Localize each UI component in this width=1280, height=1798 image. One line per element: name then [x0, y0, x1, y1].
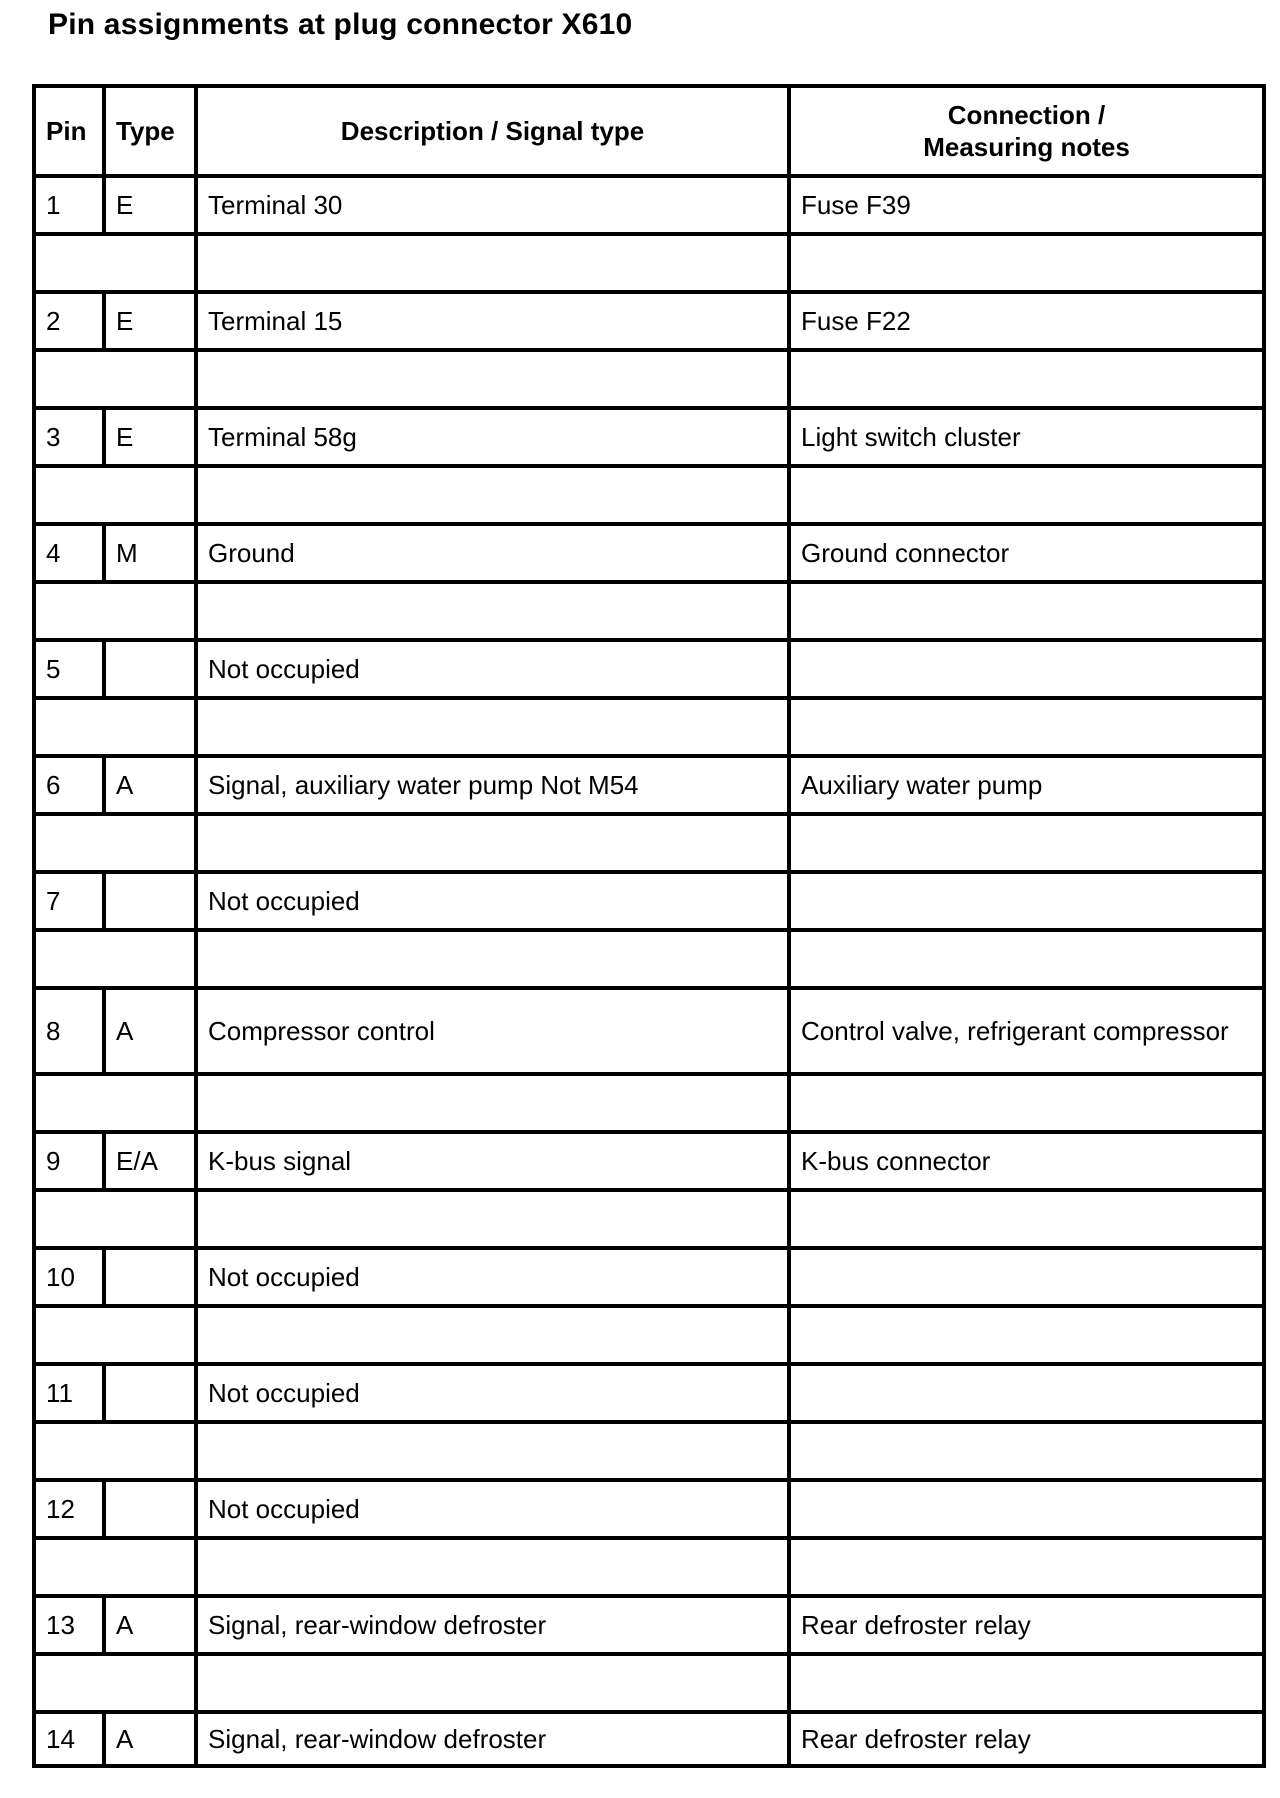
header-description: Description / Signal type — [196, 86, 789, 176]
table-row — [34, 1364, 1264, 1422]
cell-connection: Fuse F39 — [789, 176, 1264, 234]
cell-pin: 6 — [34, 756, 104, 814]
spacer-cell — [34, 1538, 196, 1596]
spacer-cell — [34, 1074, 196, 1132]
spacer-cell — [34, 1422, 196, 1480]
cell-type: E — [104, 408, 196, 466]
spacer-cell — [196, 1074, 789, 1132]
table-row — [34, 988, 1264, 1074]
spacer-cell — [34, 814, 196, 872]
cell-description: Ground — [196, 524, 789, 582]
spacer-cell — [789, 930, 1264, 988]
spacer-row — [34, 1654, 1264, 1712]
spacer-row — [34, 1306, 1264, 1364]
cell-type: A — [104, 1596, 196, 1654]
spacer-cell — [34, 350, 196, 408]
cell-pin: 14 — [34, 1712, 104, 1766]
table-row — [34, 1248, 1264, 1306]
cell-type — [104, 1248, 196, 1306]
cell-pin: 4 — [34, 524, 104, 582]
cell-pin: 11 — [34, 1364, 104, 1422]
cell-pin: 7 — [34, 872, 104, 930]
spacer-row — [34, 582, 1264, 640]
table-row — [34, 1132, 1264, 1190]
cell-connection — [789, 640, 1264, 698]
cell-description: Signal, rear-window defroster — [196, 1712, 789, 1766]
header-connection — [789, 86, 1264, 176]
cell-pin: 13 — [34, 1596, 104, 1654]
cell-type: M — [104, 524, 196, 582]
cell-description: Signal, auxiliary water pump Not M54 — [196, 756, 789, 814]
cell-type: A — [104, 1712, 196, 1766]
cell-connection — [789, 872, 1264, 930]
spacer-row — [34, 1422, 1264, 1480]
table-row — [34, 1712, 1264, 1766]
cell-connection — [789, 1248, 1264, 1306]
spacer-cell — [789, 814, 1264, 872]
cell-connection — [789, 1364, 1264, 1422]
table-row — [34, 1596, 1264, 1654]
spacer-cell — [789, 1306, 1264, 1364]
spacer-cell — [789, 1538, 1264, 1596]
spacer-cell — [34, 466, 196, 524]
spacer-cell — [789, 350, 1264, 408]
cell-description: Terminal 30 — [196, 176, 789, 234]
cell-type: E/A — [104, 1132, 196, 1190]
spacer-cell — [789, 698, 1264, 756]
cell-type — [104, 1480, 196, 1538]
spacer-cell — [34, 930, 196, 988]
cell-pin: 2 — [34, 292, 104, 350]
table-row — [34, 292, 1264, 350]
cell-type — [104, 640, 196, 698]
cell-description: Not occupied — [196, 1364, 789, 1422]
spacer-cell — [196, 698, 789, 756]
spacer-cell — [789, 466, 1264, 524]
spacer-cell — [34, 1654, 196, 1712]
cell-type: A — [104, 756, 196, 814]
cell-description: Not occupied — [196, 1248, 789, 1306]
cell-type: E — [104, 176, 196, 234]
spacer-cell — [34, 1306, 196, 1364]
spacer-cell — [196, 350, 789, 408]
cell-connection: K-bus connector — [789, 1132, 1264, 1190]
cell-pin: 9 — [34, 1132, 104, 1190]
spacer-cell — [196, 1422, 789, 1480]
cell-pin: 5 — [34, 640, 104, 698]
cell-type: E — [104, 292, 196, 350]
spacer-row — [34, 1190, 1264, 1248]
cell-connection: Rear defroster relay — [789, 1596, 1264, 1654]
spacer-cell — [196, 234, 789, 292]
cell-description: Not occupied — [196, 640, 789, 698]
spacer-row — [34, 466, 1264, 524]
table-row — [34, 872, 1264, 930]
cell-connection — [789, 1480, 1264, 1538]
cell-description: Compressor control — [196, 988, 789, 1074]
cell-pin: 12 — [34, 1480, 104, 1538]
spacer-row — [34, 930, 1264, 988]
cell-description: Signal, rear-window defroster — [196, 1596, 789, 1654]
spacer-cell — [196, 582, 789, 640]
spacer-row — [34, 1074, 1264, 1132]
spacer-row — [34, 698, 1264, 756]
table-row — [34, 408, 1264, 466]
table-body — [34, 176, 1264, 1766]
cell-connection: Fuse F22 — [789, 292, 1264, 350]
spacer-cell — [34, 698, 196, 756]
table-row — [34, 176, 1264, 234]
header-pin: Pin — [34, 86, 104, 176]
cell-pin: 1 — [34, 176, 104, 234]
spacer-cell — [34, 1190, 196, 1248]
spacer-cell — [196, 466, 789, 524]
spacer-cell — [196, 1654, 789, 1712]
header-connection-line1: Connection / — [947, 100, 1106, 130]
spacer-row — [34, 814, 1264, 872]
cell-description: K-bus signal — [196, 1132, 789, 1190]
spacer-cell — [789, 1422, 1264, 1480]
cell-connection: Rear defroster relay — [789, 1712, 1264, 1766]
cell-pin: 3 — [34, 408, 104, 466]
spacer-cell — [34, 582, 196, 640]
cell-connection: Control valve, refrigerant compressor — [789, 988, 1264, 1074]
cell-description: Not occupied — [196, 872, 789, 930]
spacer-cell — [789, 582, 1264, 640]
cell-description: Not occupied — [196, 1480, 789, 1538]
spacer-cell — [789, 1074, 1264, 1132]
cell-type — [104, 872, 196, 930]
spacer-cell — [196, 1306, 789, 1364]
spacer-cell — [196, 814, 789, 872]
spacer-row — [34, 350, 1264, 408]
header-connection-line2: Measuring notes — [923, 132, 1130, 162]
table-row — [34, 756, 1264, 814]
cell-connection: Light switch cluster — [789, 408, 1264, 466]
table-row — [34, 524, 1264, 582]
table-row — [34, 640, 1264, 698]
spacer-cell — [34, 234, 196, 292]
spacer-cell — [196, 1190, 789, 1248]
spacer-cell — [789, 234, 1264, 292]
pin-assignment-table — [32, 84, 1266, 1768]
spacer-cell — [789, 1654, 1264, 1712]
cell-description: Terminal 58g — [196, 408, 789, 466]
spacer-cell — [789, 1190, 1264, 1248]
cell-type — [104, 1364, 196, 1422]
cell-pin: 10 — [34, 1248, 104, 1306]
page-title: Pin assignments at plug connector X610 — [48, 8, 633, 41]
cell-connection: Ground connector — [789, 524, 1264, 582]
table-row — [34, 1480, 1264, 1538]
spacer-cell — [196, 1538, 789, 1596]
cell-connection: Auxiliary water pump — [789, 756, 1264, 814]
spacer-row — [34, 234, 1264, 292]
cell-type: A — [104, 988, 196, 1074]
table-header-row — [34, 86, 1264, 176]
cell-description: Terminal 15 — [196, 292, 789, 350]
spacer-cell — [196, 930, 789, 988]
spacer-row — [34, 1538, 1264, 1596]
cell-pin: 8 — [34, 988, 104, 1074]
header-type: Type — [104, 86, 196, 176]
